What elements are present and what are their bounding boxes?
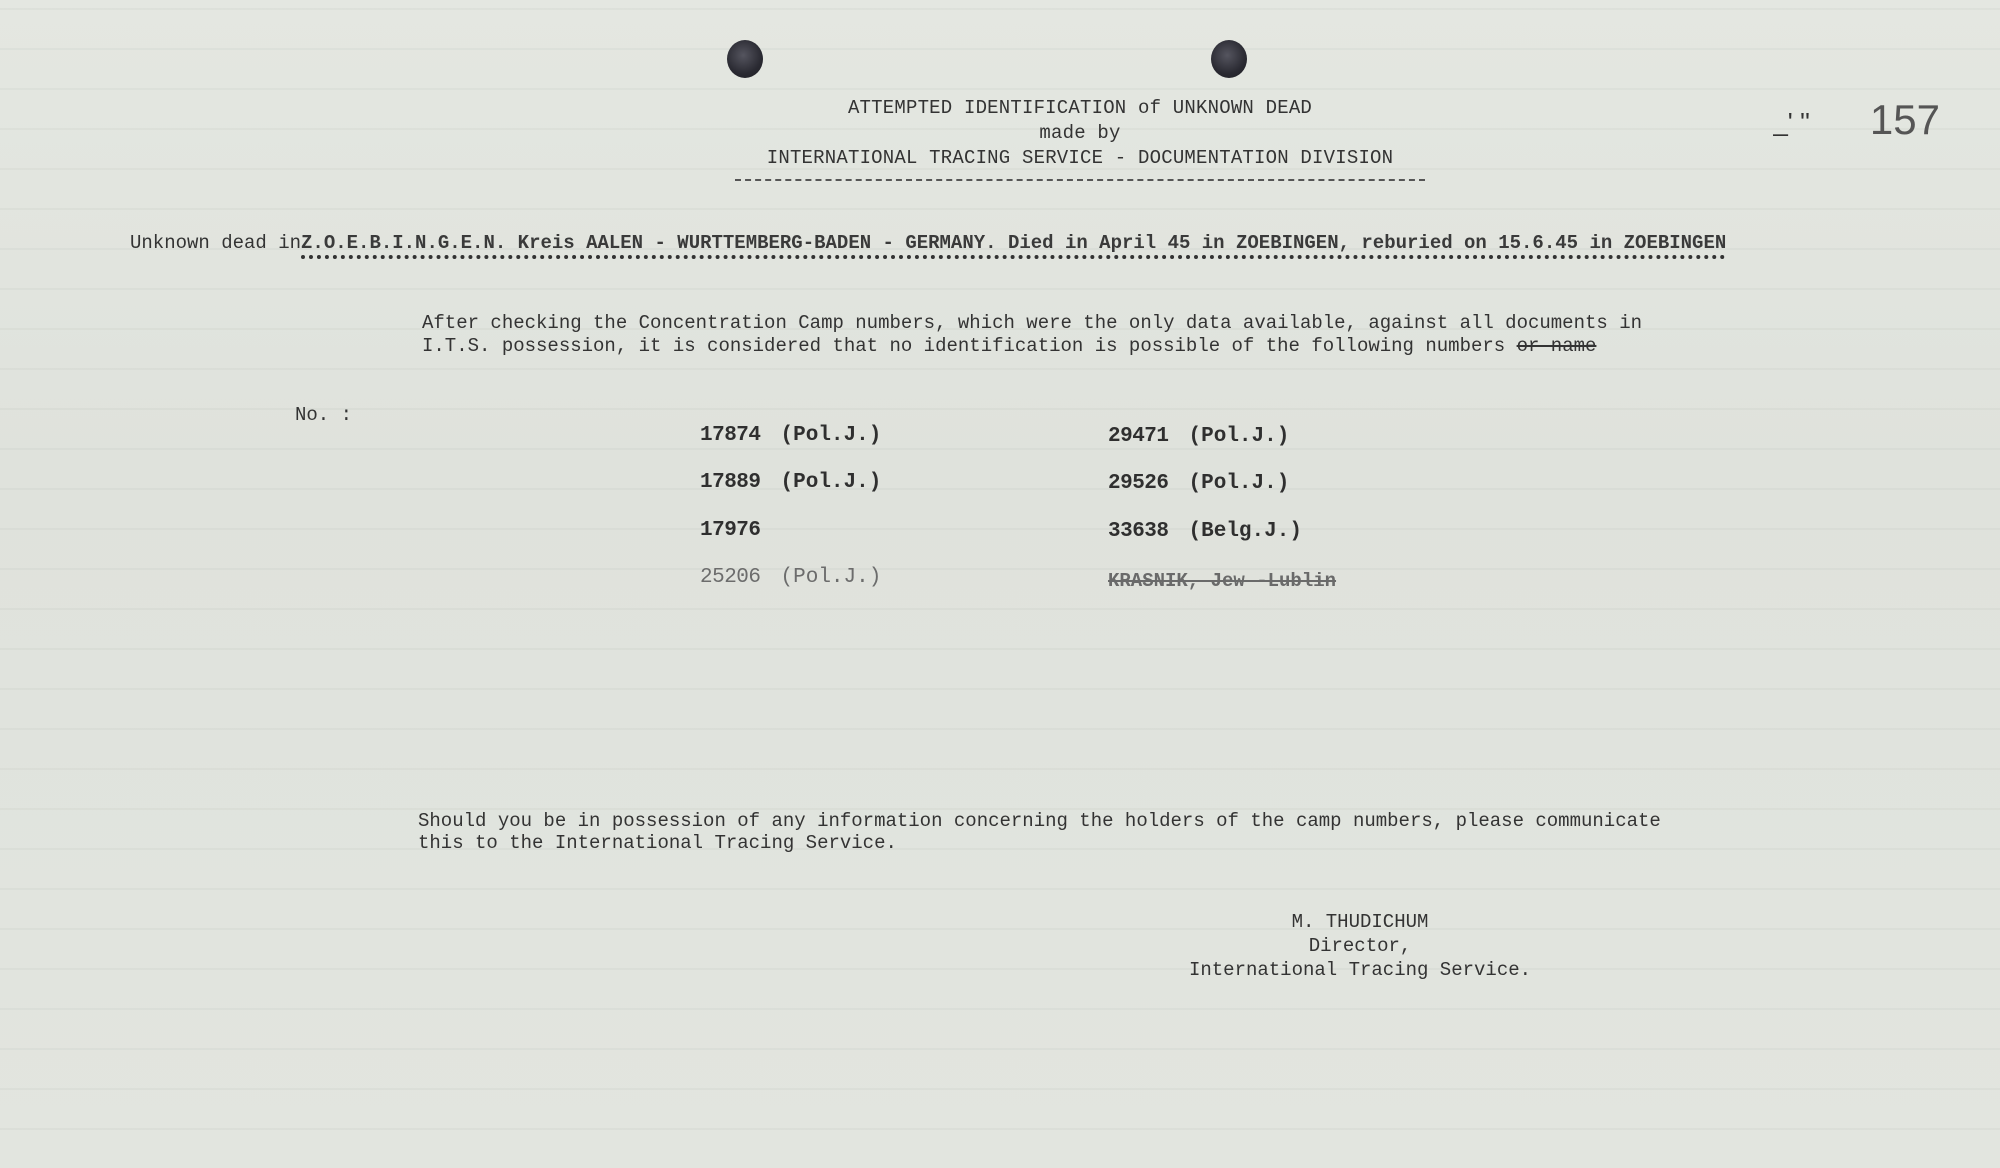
signature-block [1160, 910, 1560, 982]
document-header [700, 96, 1460, 181]
camp-number-entry [700, 519, 781, 542]
signatory-name: M. THUDICHUM [1291, 911, 1429, 933]
camp-number-tag: (Belg.J.) [1188, 520, 1302, 543]
camp-number: 33638 [1108, 520, 1169, 543]
camp-number: 29526 [1108, 472, 1169, 495]
camp-number-tag: (Pol.J.) [780, 424, 882, 447]
struck-name-entry: KRASNIK, Jew -Lublin [1108, 570, 1337, 592]
footer-paragraph: Should you be in possession of any information concerning the holders of the camp numbers, please communicate this to the International Tracing Service. [418, 810, 1661, 854]
camp-number: 25206 [700, 566, 761, 589]
page-mark: _' '' [1773, 107, 1810, 138]
location-prefix: Unknown dead in [130, 232, 302, 254]
camp-number-entry [700, 471, 881, 494]
location-place: Z.O.E.B.I.N.G.E.N. Kreis AALEN - WURTTEMBERG-BADEN - GERMANY. Died in April 45 in ZOEBINGEN, reburied on 15.6.45 in ZOEBINGEN [301, 232, 1726, 259]
signatory-organization: International Tracing Service. [1188, 959, 1532, 981]
camp-number: 17889 [700, 471, 761, 494]
camp-number-tag: (Pol.J.) [780, 566, 882, 589]
numbers-label: No. : [295, 404, 353, 426]
location-line [130, 232, 1970, 254]
intro-paragraph [422, 312, 1662, 358]
camp-number: 17874 [700, 424, 761, 447]
header-divider [735, 179, 1425, 181]
camp-number-entry [700, 424, 881, 447]
camp-number-tag: (Pol.J.) [780, 471, 882, 494]
camp-number-entry [1108, 472, 1289, 495]
camp-number-tag: (Pol.J.) [1188, 425, 1290, 448]
punch-hole-right [1211, 40, 1247, 78]
camp-number-tag: (Pol.J.) [1188, 472, 1290, 495]
page-number: 157 [1869, 96, 1940, 143]
page-number-block [1700, 96, 1940, 144]
camp-number-entry [1108, 425, 1289, 448]
camp-number-entry [700, 566, 881, 589]
punch-hole-left [727, 40, 763, 78]
camp-number-entry [1108, 520, 1302, 543]
document-title: ATTEMPTED IDENTIFICATION of UNKNOWN DEAD [847, 97, 1313, 119]
organization-line: INTERNATIONAL TRACING SERVICE - DOCUMENTATION DIVISION [766, 147, 1394, 169]
camp-number: 17976 [700, 519, 761, 542]
signatory-title: Director, [1308, 935, 1412, 957]
camp-number: 29471 [1108, 425, 1169, 448]
intro-text: After checking the Concentration Camp numbers, which were the only data available, against all documents in I.T.S. possession, it is considered that no identification is possible of the following numbers [422, 312, 1642, 357]
intro-struck-text: or name [1516, 335, 1597, 357]
made-by-line: made by [1039, 122, 1121, 144]
